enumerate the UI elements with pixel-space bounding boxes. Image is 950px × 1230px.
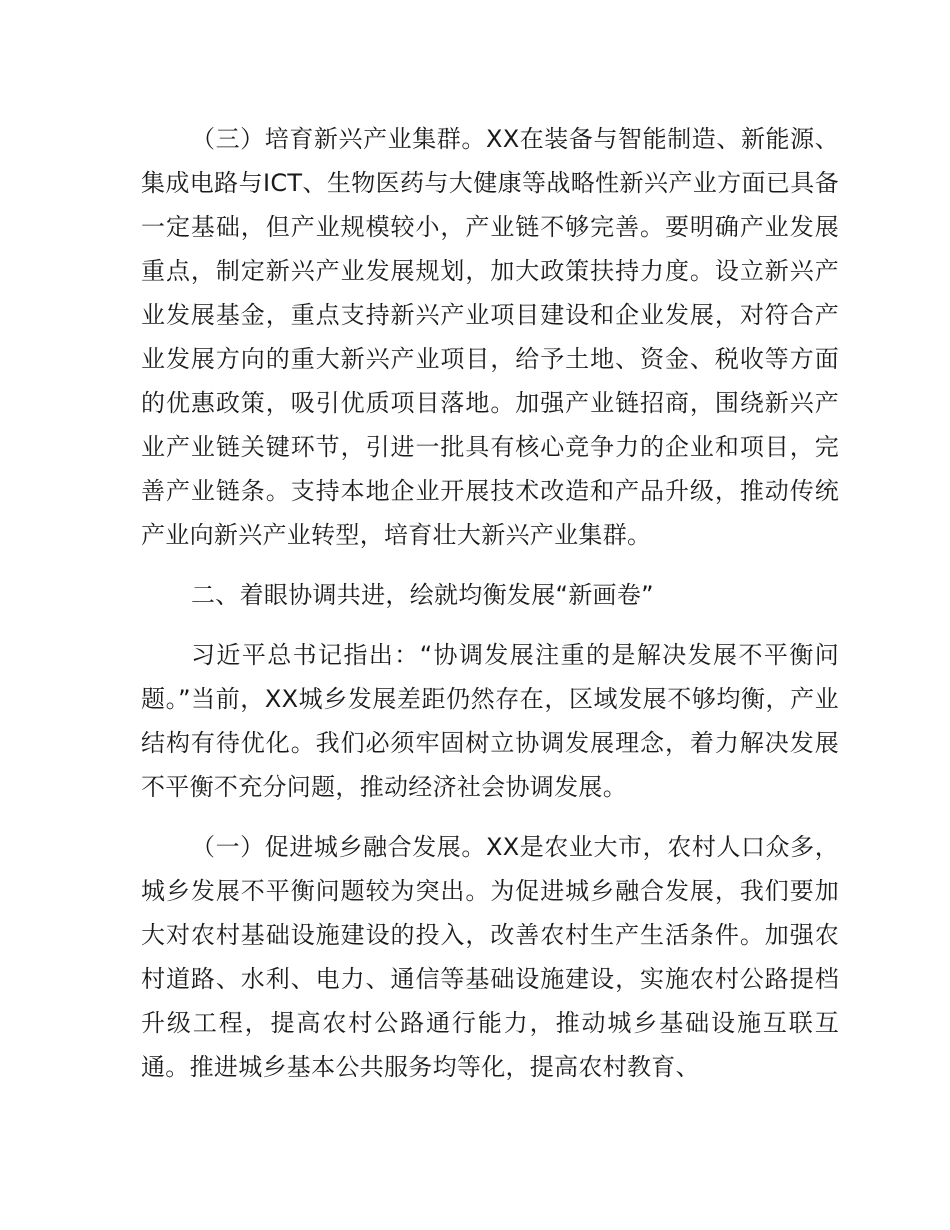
paragraph-urban-rural-integration: （一）促进城乡融合发展。XX是农业大市，农村人口众多，城乡发展不平衡问题较为突出。为促进城乡融合发展，我们要加大对农村基础设施建设的投入，改善农村生产生活条件。加强农村道路、水利、电力、通信等基础设施建设，实施农村公路提档升级工程，提高农村公路通行能力，推动城乡基础设施互联互通。推进城乡基本公共服务均等化，提高农村教育、 [141, 833, 839, 1081]
paragraph-emerging-industry-cluster: （三）培育新兴产业集群。XX在装备与智能制造、新能源、集成电路与ICT、生物医药与大健康等战略性新兴产业方面已具备一定基础，但产业规模较小，产业链不够完善。要明确产业发展重点，制定新兴产业发展规划，加大政策扶持力度。设立新兴产业发展基金，重点支持新兴产业项目建设和企业发展，对符合产业发展方向的重大新兴产业项目，给予土地、资金、税收等方面的优惠政策，吸引优质项目落地。加强产业链招商，围绕新兴产业产业链关键环节，引进一批具有核心竞争力的企业和项目，完善产业链条。支持本地企业开展技术改造和产品升级，推动传统产业向新兴产业转型，培育壮大新兴产业集群。 [141, 125, 839, 549]
document-body [141, 117, 839, 1105]
section-heading-coordinated-development: 二、着眼协调共进，绘就均衡发展“新画卷” [191, 581, 654, 609]
paragraph-coordinated-development-quote: 习近平总书记指出：“协调发展注重的是解决发展不平衡问题。”当前，XX城乡发展差距仍然存在，区域发展不够均衡，产业结构有待优化。我们必须牢固树立协调发展理念，着力解决发展不平衡不充分问题，推动经济社会协调发展。 [141, 641, 839, 801]
